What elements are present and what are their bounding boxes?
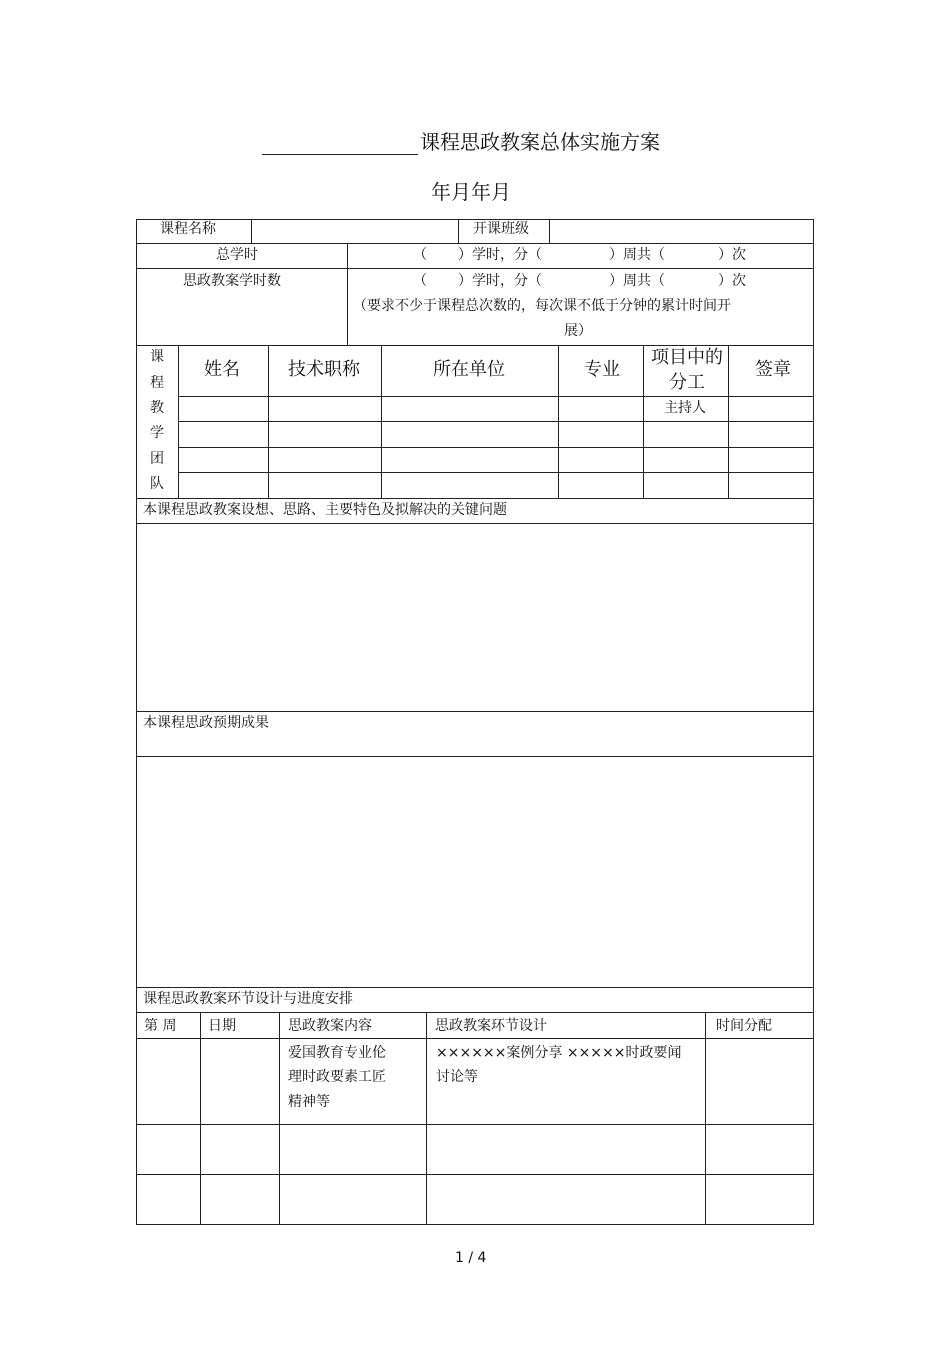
- sz-hours-hours: ）学时，分（: [458, 273, 542, 289]
- col-line: [558, 345, 559, 498]
- team-side-char: 教: [150, 400, 164, 416]
- schedule-row1-content: 精神等: [288, 1094, 330, 1110]
- col-line: [347, 243, 348, 345]
- col-line: [268, 345, 269, 498]
- outcomes-content-area[interactable]: [137, 757, 813, 987]
- requirement-note: （要求不少于课程总次数的，每次课不低于分钟的累计时间开: [353, 298, 731, 314]
- schedule-header-date: 日期: [208, 1018, 236, 1034]
- total-hours-weeks: ）周共（: [609, 247, 665, 263]
- section-outcomes-label: 本课程思政预期成果: [143, 715, 269, 731]
- course-name-field[interactable]: [252, 220, 457, 243]
- section-ideas-label: 本课程思政教案设想、思路、主要特色及拟解决的关键问题: [143, 502, 507, 518]
- sz-hours-weeks: ）周共（: [609, 273, 665, 289]
- course-name-label: 课程名称: [160, 221, 216, 237]
- schedule-row1-design: 讨论等: [436, 1069, 478, 1085]
- class-field[interactable]: [550, 220, 813, 243]
- row-line: [136, 987, 814, 988]
- team-header-name: 姓名: [204, 359, 240, 380]
- team-header-role-cont: 分工: [669, 372, 705, 393]
- row-line: [136, 711, 814, 712]
- schedule-row1-design: ××××××案例分享 ×××××时政要闻: [436, 1045, 682, 1061]
- schedule-header-design: 思政教案环节设计: [435, 1018, 547, 1034]
- row-line: [136, 345, 814, 346]
- col-line: [200, 1012, 201, 1225]
- total-hours-label: 总学时: [216, 247, 258, 263]
- schedule-row1-content: 理时政要素工匠: [288, 1069, 386, 1085]
- sz-hours-open: （: [413, 273, 427, 289]
- sz-hours-label: 思政教案学时数: [183, 273, 281, 289]
- row-line: [136, 1038, 814, 1039]
- schedule-row1-content: 爱国教育专业伦: [288, 1045, 386, 1061]
- team-header-role: 项目中的: [651, 347, 723, 368]
- row-line: [178, 396, 814, 397]
- col-line: [458, 219, 459, 243]
- requirement-note-cont: 展）: [564, 323, 592, 339]
- row-line: [136, 268, 814, 269]
- col-line: [705, 1012, 706, 1225]
- row-line: [136, 1124, 814, 1125]
- schedule-header-week: 第 周: [144, 1018, 177, 1034]
- team-header-title: 技术职称: [288, 359, 360, 380]
- total-hours-open: （: [413, 247, 427, 263]
- page-number: 1 / 4: [455, 1250, 487, 1266]
- team-side-char: 团: [150, 451, 164, 467]
- row-line: [136, 1012, 814, 1013]
- row-line: [136, 1174, 814, 1175]
- total-hours-times: ）次: [718, 247, 746, 263]
- team-side-char: 队: [150, 476, 164, 492]
- team-header-sign: 签章: [755, 359, 791, 380]
- team-header-unit: 所在单位: [433, 359, 505, 380]
- page-title: 课程思政教案总体实施方案: [420, 130, 660, 154]
- section-schedule-label: 课程思政教案环节设计与进度安排: [143, 991, 353, 1007]
- col-line: [381, 345, 382, 498]
- sz-hours-times: ）次: [718, 273, 746, 289]
- page-subtitle: 年月年月: [431, 180, 511, 204]
- team-side-char: 学: [150, 425, 164, 441]
- team-side-char: 课: [150, 349, 164, 365]
- schedule-header-content: 思政教案内容: [288, 1018, 372, 1034]
- col-line: [279, 1012, 280, 1225]
- row-line: [178, 447, 814, 448]
- team-side-char: 程: [150, 375, 164, 391]
- col-line: [426, 1012, 427, 1225]
- col-line: [178, 345, 179, 498]
- row-line: [136, 498, 814, 499]
- row-line: [178, 472, 814, 473]
- row-line: [178, 421, 814, 422]
- ideas-content-area[interactable]: [137, 524, 813, 711]
- title-blank-underline: [262, 154, 418, 155]
- schedule-header-time: 时间分配: [716, 1018, 772, 1034]
- total-hours-hours: ）学时，分（: [458, 247, 542, 263]
- team-header-major: 专业: [584, 359, 620, 380]
- col-line: [643, 345, 644, 498]
- host-role-cell: 主持人: [664, 400, 706, 416]
- class-label: 开课班级: [473, 221, 529, 237]
- row-line: [136, 243, 814, 244]
- col-line: [728, 345, 729, 498]
